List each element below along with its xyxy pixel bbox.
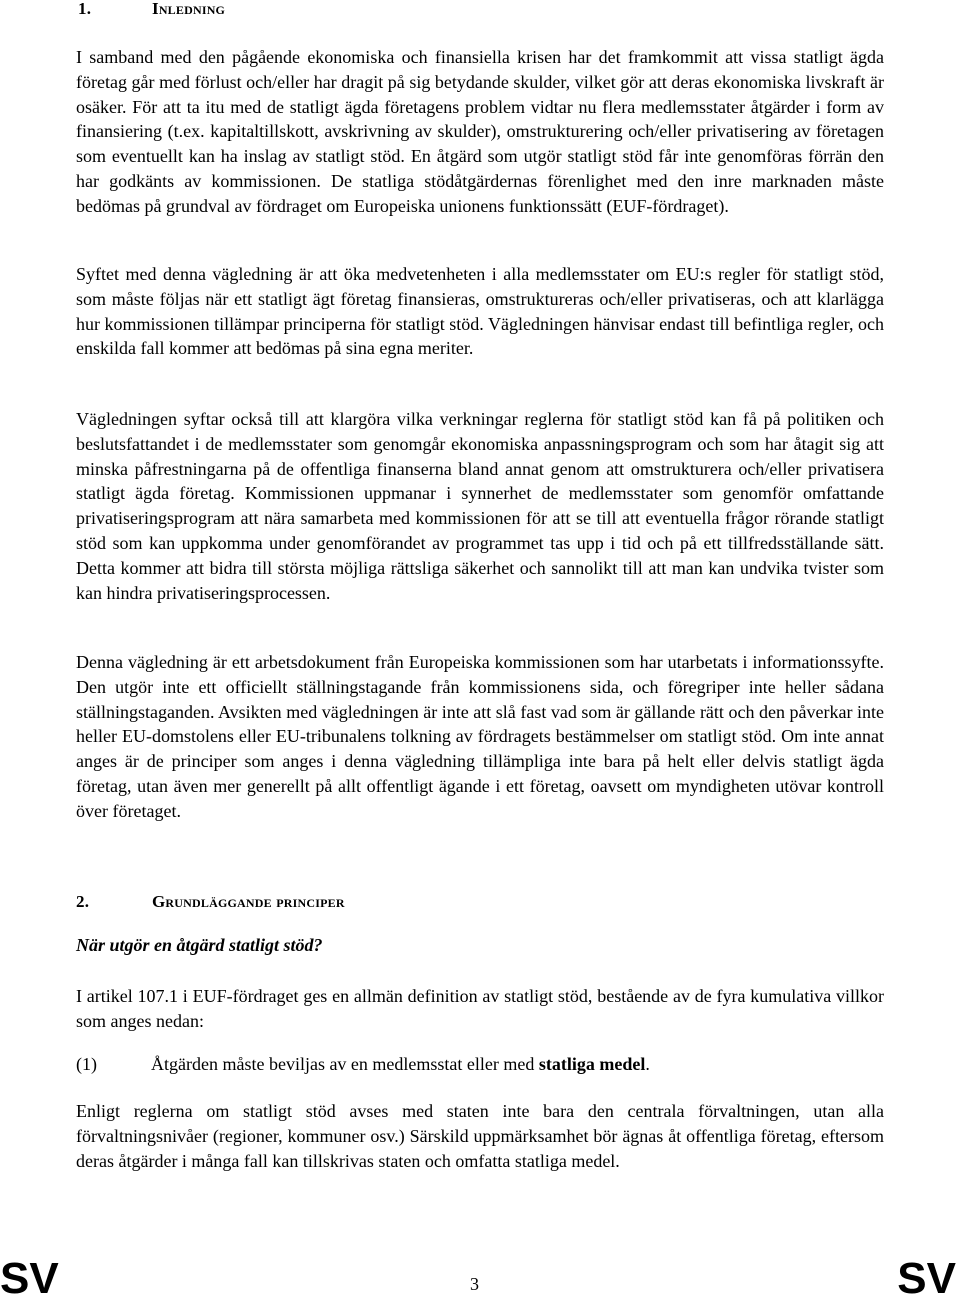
section-1-title: Inledning [152,0,226,18]
closing-paragraph: Enligt reglerna om statligt stöd avses med staten inte bara den centrala förvaltningen, utan alla förvaltningsnivåer (regioner, kommuner osv.) Särskild uppmärksamhet bör ägnas åt offentliga företag, eftersom deras åtgärder i många fall kan tillskrivas staten och omfatta statliga medel. [76,1101,884,1171]
section-1-number: 1. [78,0,92,18]
list-item-text [151,1052,650,1077]
page-number: 3 [470,1274,479,1294]
section-2-number: 2. [76,892,90,911]
section-2-heading [76,892,345,912]
criteria-intro-paragraph: I artikel 107.1 i EUF-fördraget ges en allmän definition av statligt stöd, bestående av de fyra kumulativa villkor som anges nedan: [76,986,884,1031]
subheading-state-aid: När utgör en åtgärd statligt stöd? [76,935,323,955]
list-item-text-start: Åtgärden måste beviljas av en medlemsstat eller med [151,1054,539,1074]
list-item-bold-term: statliga medel [538,1054,646,1074]
list-marker: (1) [76,1054,97,1074]
footer-language-code-left: SV [0,1254,59,1303]
intro-paragraph-2: Syftet med denna vägledning är att öka medvetenheten i alla medlemsstater om EU:s regler för statligt stöd, som måste följas när ett statligt ägt företag finansieras, omstruktureras och/eller privatiseras, och att klarlägga hur kommissionen tillämpar principerna för statligt stöd. Vägledningen hänvisar endast till befintliga regler, och enskilda fall kommer att bedömas på sina egna meriter. [76,264,884,359]
intro-paragraph-3: Vägledningen syftar också till att klargöra vilka verkningar reglerna för statligt stöd kan få på politiken och beslutsfattandet i de medlemsstater som genomgår ekonomiska anpassningsprogram och som har åtagit sig att minska påfrestningarna på de offentliga finanserna bland annat genom att omstrukturera och/eller privatisera statligt ägda företag. Kommissionen uppmanar i synnerhet de medlemsstater som genomför omfattande privatiseringsprogram att nära samarbeta med kommissionen för att se till att eventuella frågor rörande statligt stöd som kan uppkomma under genomförandet av programmet tas upp i tid och på ett tillfredsställande sätt. Detta kommer att bidra till största möjliga rättsliga säkerhet och sannolikt till att man kan undvika tvister som kan hindra privatiseringsprocessen. [76,409,884,603]
intro-paragraph-1: I samband med den pågående ekonomiska och finansiella krisen har det framkommit att vissa statligt ägda företag går med förlust och/eller har dragit på sig betydande skulder, vilket gör att deras ekonomiska livskraft är osäker. För att ta itu med de statligt ägda företagens problem vidtar nu flera medlemsstater åtgärder i form av finansiering (t.ex. kapitaltillskott, avskrivning av skulder), omstrukturering och/eller privatisering av företagen som eventuellt kan ha inslag av statligt stöd. En åtgärd som utgör statligt stöd får inte genomföras förrän den har godkänts av kommissionen. De statliga stödåtgärdernas förenlighet med den inre marknaden måste bedömas på grundval av fördraget om Europeiska unionens funktionssätt (EUF-fördraget). [76,47,884,216]
intro-paragraph-4: Denna vägledning är ett arbetsdokument från Europeiska kommissionen som har utarbetats i informationssyfte. Den utgör inte ett officiellt ställningstagande från kommissionens sida, och föregriper inte heller sådana ställningstaganden. Avsikten med vägledningen är inte att slå fast vad som är gällande rätt och den påverkar inte heller EU-domstolens eller EU-tribunalens tolkning av fördragets bestämmelser om statligt stöd. Om inte annat anges är de principer som anges i denna vägledning tillämpliga inte bara på helt eller delvis statligt ägda företag, utan även mer generellt på allt offentligt ägande i ett företag, oavsett om myndigheten utövar kontroll över företaget. [76,652,884,821]
section-1-heading [78,0,225,19]
section-2-title: Grundläggande principer [152,892,345,911]
list-item-text-end: . [645,1054,650,1074]
footer-language-code-right: SV [897,1254,956,1303]
